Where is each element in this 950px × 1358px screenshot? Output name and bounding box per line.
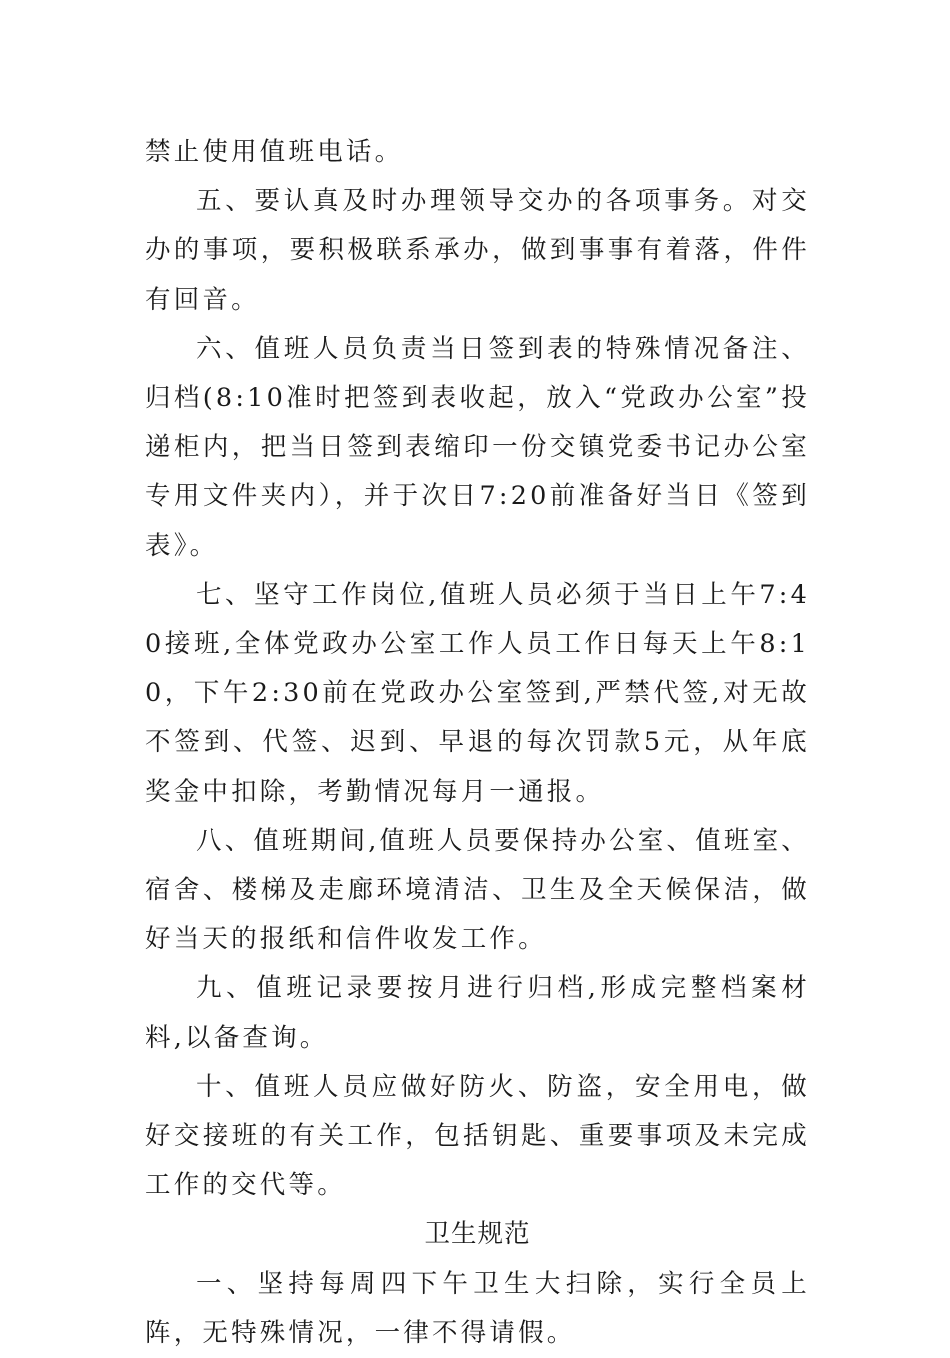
hygiene-paragraph-1: 一、坚持每周四下午卫生大扫除，实行全员上阵，无特殊情况，一律不得请假。 [145,1268,810,1348]
paragraph-item-7: 七、坚守工作岗位,值班人员必须于当日上午7:40接班,全体党政办公室工作人员工作日每天上午8:10，下午2:30前在党政办公室签到,严禁代签,对无故不签到、代签、迟到、早退的每次罚款5元，从年底奖金中扣除，考勤情况每月一通报。 [145,579,810,807]
paragraph-item-8: 八、值班期间,值班人员要保持办公室、值班室、宿舍、楼梯及走廊环境清洁、卫生及全天候保洁，做好当天的报纸和信件收发工作。 [145,825,811,955]
paragraph-item-9: 九、值班记录要按月进行归档,形成完整档案材料,以备查询。 [145,973,810,1053]
paragraph-item-10: 十、值班人员应做好防火、防盗，安全用电，做好交接班的有关工作，包括钥匙、重要事项及未完成工作的交代等。 [145,1071,810,1201]
paragraph-item-6: 六、值班人员负责当日签到表的特殊情况备注、归档(8:10准时把签到表收起，放入“党政办公室”投递柜内，把当日签到表缩印一份交镇党委书记办公室专用文件夹内），并于次日7:20前准备好当日《签到表》。 [145,333,810,561]
paragraph-continuation: 禁止使用值班电话。 [145,137,404,167]
document-body [145,128,810,1358]
paragraph-item-5: 五、要认真及时办理领导交办的各项事务。对交办的事项，要积极联系承办，做到事事有着落，件件有回音。 [145,186,810,315]
section-title: 卫生规范 [424,1219,531,1250]
